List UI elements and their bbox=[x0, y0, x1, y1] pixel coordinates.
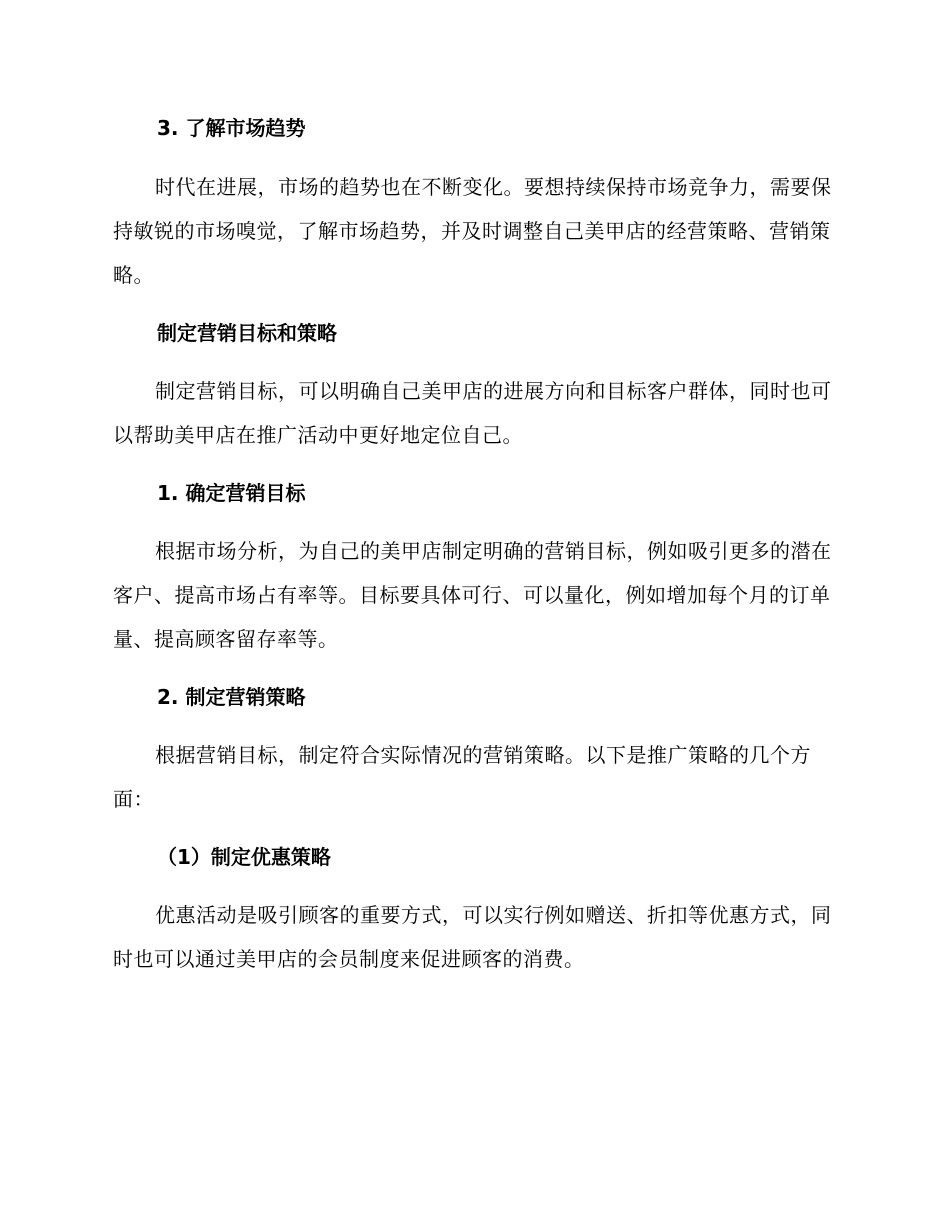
section-heading-discount-strategy: （1）制定优惠策略 bbox=[157, 845, 331, 869]
section-body-market-trends: 时代在进展，市场的趋势也在不断变化。要想持续保持市场竞争力，需要保持敏锐的市场嗅觉，了解市场趋势，并及时调整自己美甲店的经营策略、营销策略。 bbox=[113, 175, 832, 287]
section-heading-marketing-goals-strategy: 制定营销目标和策略 bbox=[157, 321, 337, 345]
section-body-determine-goals: 根据市场分析，为自己的美甲店制定明确的营销目标，例如吸引更多的潜在客户、提高市场占有率等。目标要具体可行、可以量化，例如增加每个月的订单量、提高顾客留存率等。 bbox=[113, 539, 832, 651]
section-body-marketing-goals-strategy: 制定营销目标，可以明确自己美甲店的进展方向和目标客户群体，同时也可以帮助美甲店在推广活动中更好地定位自己。 bbox=[113, 379, 832, 447]
section-heading-market-trends: 3. 了解市场趋势 bbox=[157, 116, 306, 140]
section-heading-determine-goals: 1. 确定营销目标 bbox=[157, 481, 306, 505]
section-heading-marketing-strategy: 2. 制定营销策略 bbox=[157, 685, 306, 709]
section-body-discount-strategy: 优惠活动是吸引顾客的重要方式，可以实行例如赠送、折扣等优惠方式，同时也可以通过美甲店的会员制度来促进顾客的消费。 bbox=[113, 903, 832, 971]
section-body-marketing-strategy: 根据营销目标，制定符合实际情况的营销策略。以下是推广策略的几个方面： bbox=[113, 743, 811, 811]
